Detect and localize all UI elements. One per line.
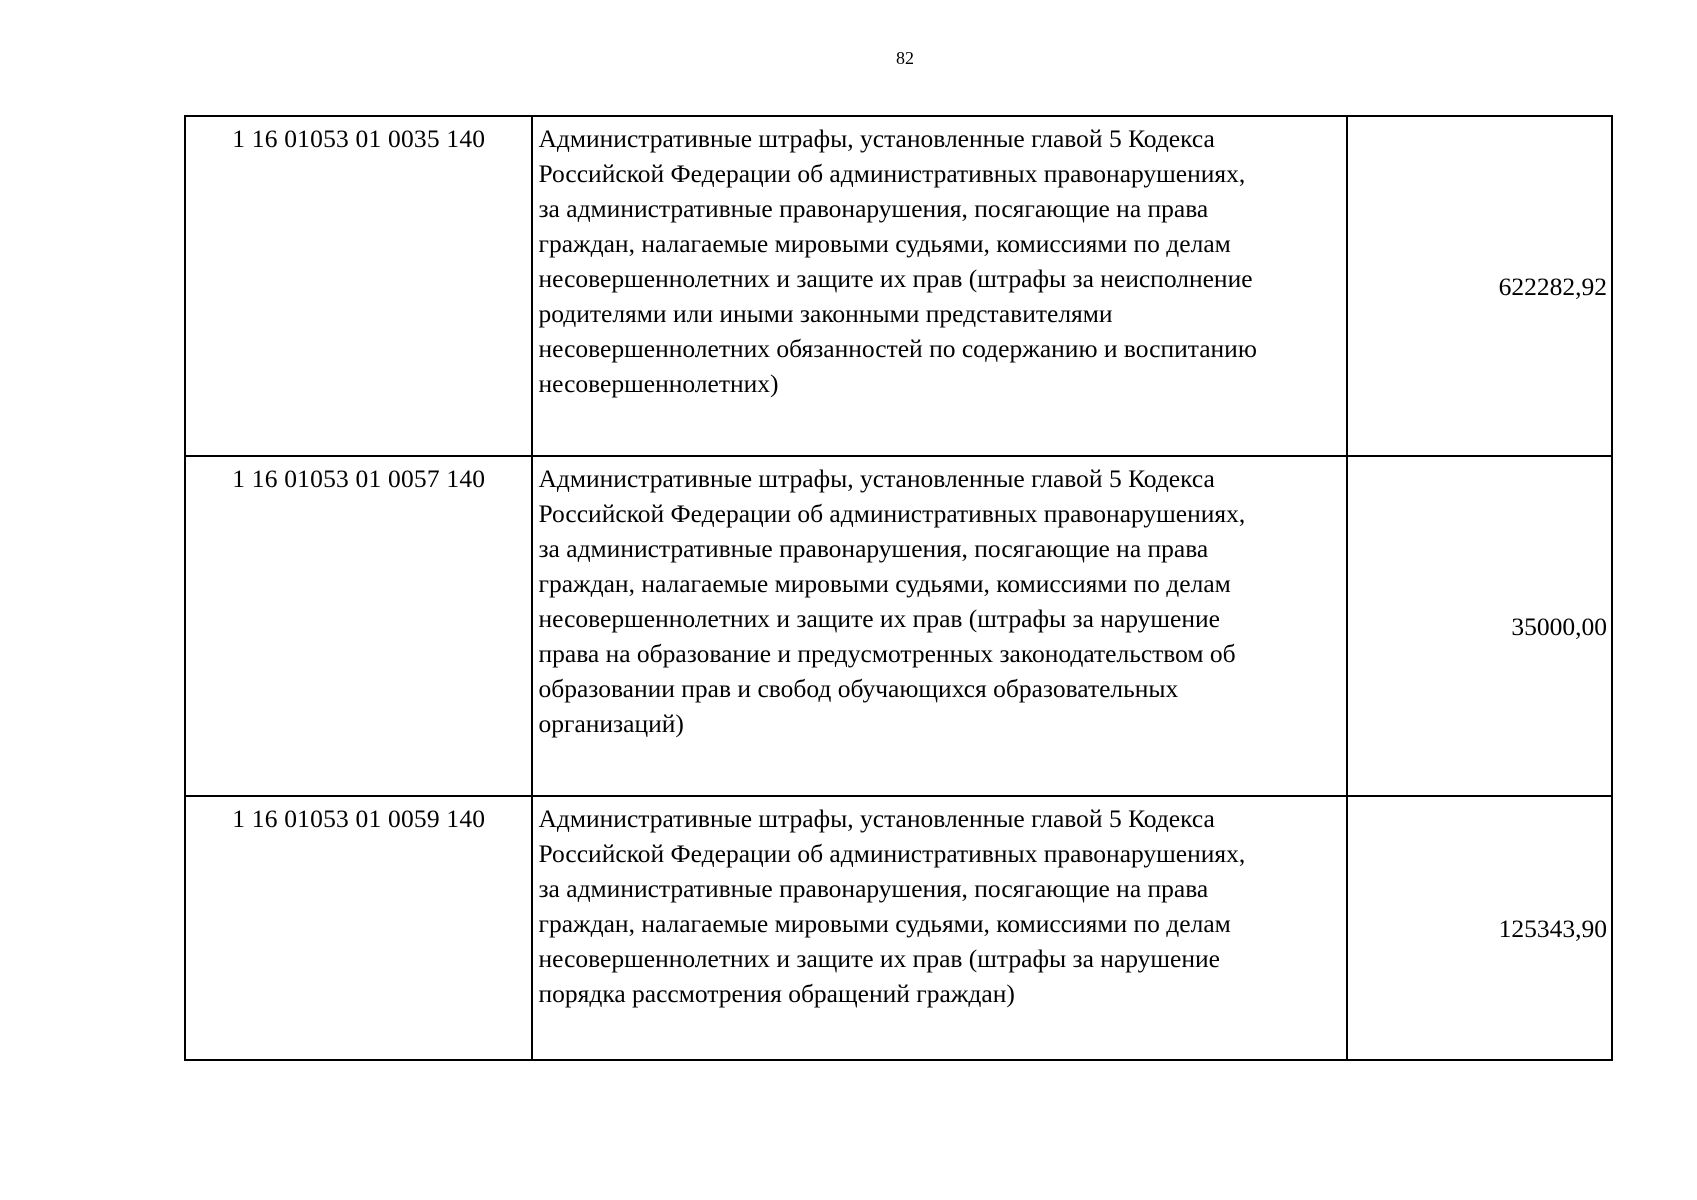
description-line: Административные штрафы, установленные главой 5 Кодекса bbox=[538, 124, 1215, 153]
table-row bbox=[185, 796, 1612, 1060]
table-row bbox=[185, 116, 1612, 456]
revenue-description bbox=[532, 456, 1346, 796]
description-line: граждан, налагаемые мировыми судьями, комиссиями по делам bbox=[538, 229, 1231, 258]
revenue-code: 1 16 01053 01 0059 140 bbox=[185, 796, 532, 1060]
description-line: образовании прав и свобод обучающихся образовательных bbox=[538, 674, 1179, 703]
revenue-code: 1 16 01053 01 0035 140 bbox=[185, 116, 532, 456]
description-line: Российской Федерации об административных правонарушениях, bbox=[538, 499, 1246, 528]
revenue-description bbox=[532, 116, 1346, 456]
description-line: за административные правонарушения, посягающие на права bbox=[538, 874, 1209, 903]
description-line: граждан, налагаемые мировыми судьями, комиссиями по делам bbox=[538, 909, 1231, 938]
description-line: несовершеннолетних) bbox=[538, 369, 779, 398]
description-line: несовершеннолетних и защите их прав (штрафы за нарушение bbox=[538, 604, 1220, 633]
description-line: Административные штрафы, установленные главой 5 Кодекса bbox=[538, 464, 1215, 493]
description-line: Российской Федерации об административных правонарушениях, bbox=[538, 839, 1246, 868]
description-line: организаций) bbox=[538, 709, 684, 738]
description-line: за административные правонарушения, посягающие на права bbox=[538, 534, 1209, 563]
description-line: родителями или иными законными представителями bbox=[538, 299, 1113, 328]
revenue-code: 1 16 01053 01 0057 140 bbox=[185, 456, 532, 796]
page-number: 82 bbox=[896, 48, 914, 68]
description-line: порядка рассмотрения обращений граждан) bbox=[538, 979, 1015, 1008]
description-line: несовершеннолетних и защите их прав (штрафы за неисполнение bbox=[538, 264, 1253, 293]
table-row bbox=[185, 456, 1612, 796]
revenue-description bbox=[532, 796, 1346, 1060]
description-line: права на образование и предусмотренных законодательством об bbox=[538, 639, 1236, 668]
revenue-amount: 35000,00 bbox=[1347, 456, 1612, 796]
description-line: граждан, налагаемые мировыми судьями, комиссиями по делам bbox=[538, 569, 1231, 598]
revenue-amount: 622282,92 bbox=[1347, 116, 1612, 456]
revenue-amount: 125343,90 bbox=[1347, 796, 1612, 1060]
description-line: Российской Федерации об административных правонарушениях, bbox=[538, 159, 1246, 188]
description-line: несовершеннолетних и защите их прав (штрафы за нарушение bbox=[538, 944, 1220, 973]
description-line: за административные правонарушения, посягающие на права bbox=[538, 194, 1209, 223]
description-line: несовершеннолетних обязанностей по содержанию и воспитанию bbox=[538, 334, 1257, 363]
revenue-table bbox=[184, 115, 1613, 1061]
description-line: Административные штрафы, установленные главой 5 Кодекса bbox=[538, 804, 1215, 833]
